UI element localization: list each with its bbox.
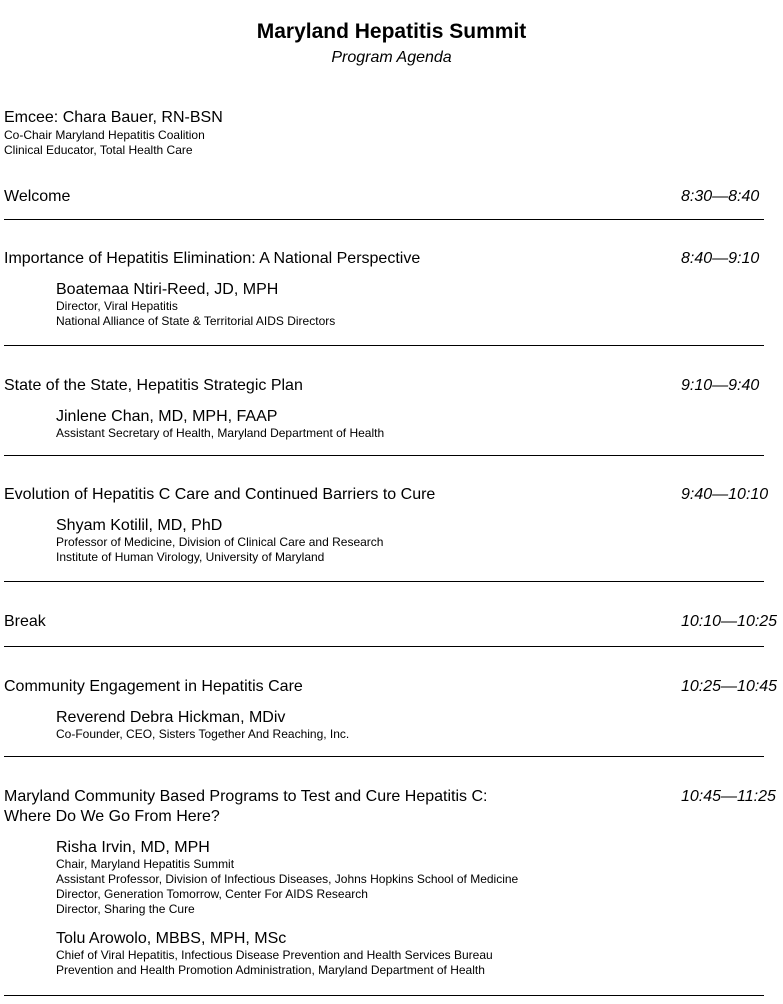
agenda-item [4, 787, 778, 978]
speaker [56, 838, 778, 917]
speaker-affiliation: Director, Generation Tomorrow, Center For AIDS Research [56, 887, 368, 901]
speaker-name: Tolu Arowolo, MBBS, MPH, MSc [56, 930, 287, 947]
speaker-affiliation: Co-Founder, CEO, Sisters Together And Reaching, Inc. [56, 727, 350, 741]
session-title-line: Maryland Community Based Programs to Test and Cure Hepatitis C: [4, 788, 488, 805]
agenda-item-welcome [4, 187, 778, 207]
emcee-name: Emcee: Chara Bauer, RN-BSN [4, 109, 223, 126]
agenda-item [4, 249, 778, 329]
divider [4, 345, 764, 346]
divider [4, 995, 764, 996]
session-title: Importance of Hepatitis Elimination: A National Perspective [4, 250, 421, 267]
emcee-affiliation: Co-Chair Maryland Hepatitis Coalition [4, 128, 205, 142]
speaker-affiliation: Professor of Medicine, Division of Clinical Care and Research [56, 535, 384, 549]
session-time: 10:25—10:45 [681, 678, 778, 695]
speaker-affiliation: Chief of Viral Hepatitis, Infectious Disease Prevention and Health Services Bureau [56, 948, 493, 962]
divider [4, 646, 764, 647]
speaker-affiliation: National Alliance of State & Territorial AIDS Directors [56, 314, 336, 328]
session-title: State of the State, Hepatitis Strategic Plan [4, 377, 303, 394]
divider [4, 455, 764, 456]
session-title: Evolution of Hepatitis C Care and Continued Barriers to Cure [4, 486, 436, 503]
speaker [56, 708, 778, 742]
speaker-name: Shyam Kotilil, MD, PhD [56, 517, 223, 534]
speaker-affiliation: Director, Viral Hepatitis [56, 299, 178, 313]
speaker-affiliation: Assistant Secretary of Health, Maryland Department of Health [56, 426, 385, 440]
emcee-affiliation: Clinical Educator, Total Health Care [4, 143, 193, 157]
speaker-affiliation: Director, Sharing the Cure [56, 902, 195, 916]
session-time: 9:40—10:10 [681, 486, 769, 503]
session-time: 10:45—11:25 [681, 788, 776, 805]
session-title-line: Where Do We Go From Here? [4, 808, 220, 825]
speaker [56, 516, 778, 565]
divider [4, 581, 764, 582]
speaker-name: Boatemaa Ntiri-Reed, JD, MPH [56, 281, 279, 298]
speaker-affiliation: Assistant Professor, Division of Infectious Diseases, Johns Hopkins School of Medicine [56, 872, 519, 886]
speaker-affiliation: Prevention and Health Promotion Administration, Maryland Department of Health [56, 963, 485, 977]
divider [4, 219, 764, 220]
agenda-item [4, 677, 778, 742]
session-time: 8:30—8:40 [681, 188, 760, 205]
session-time: 8:40—9:10 [681, 250, 760, 267]
page-title: Maryland Hepatitis Summit [256, 20, 527, 43]
page-subtitle: Program Agenda [331, 49, 452, 66]
speaker [56, 280, 778, 329]
session-title: Welcome [4, 188, 71, 205]
speaker-affiliation: Chair, Maryland Hepatitis Summit [56, 857, 235, 871]
agenda-item-break [4, 612, 778, 632]
agenda-item [4, 485, 778, 565]
speaker-name: Jinlene Chan, MD, MPH, FAAP [56, 408, 278, 425]
speaker [56, 407, 778, 441]
session-time: 10:10—10:25 [681, 613, 778, 630]
divider [4, 756, 764, 757]
session-title: Community Engagement in Hepatitis Care [4, 678, 303, 695]
speaker-name: Reverend Debra Hickman, MDiv [56, 709, 286, 726]
speaker-name: Risha Irvin, MD, MPH [56, 839, 210, 856]
speaker [56, 929, 778, 978]
session-title: Break [4, 613, 46, 630]
agenda-item [4, 376, 778, 441]
session-time: 9:10—9:40 [681, 377, 760, 394]
emcee-block [4, 108, 223, 158]
speaker-affiliation: Institute of Human Virology, University of Maryland [56, 550, 325, 564]
